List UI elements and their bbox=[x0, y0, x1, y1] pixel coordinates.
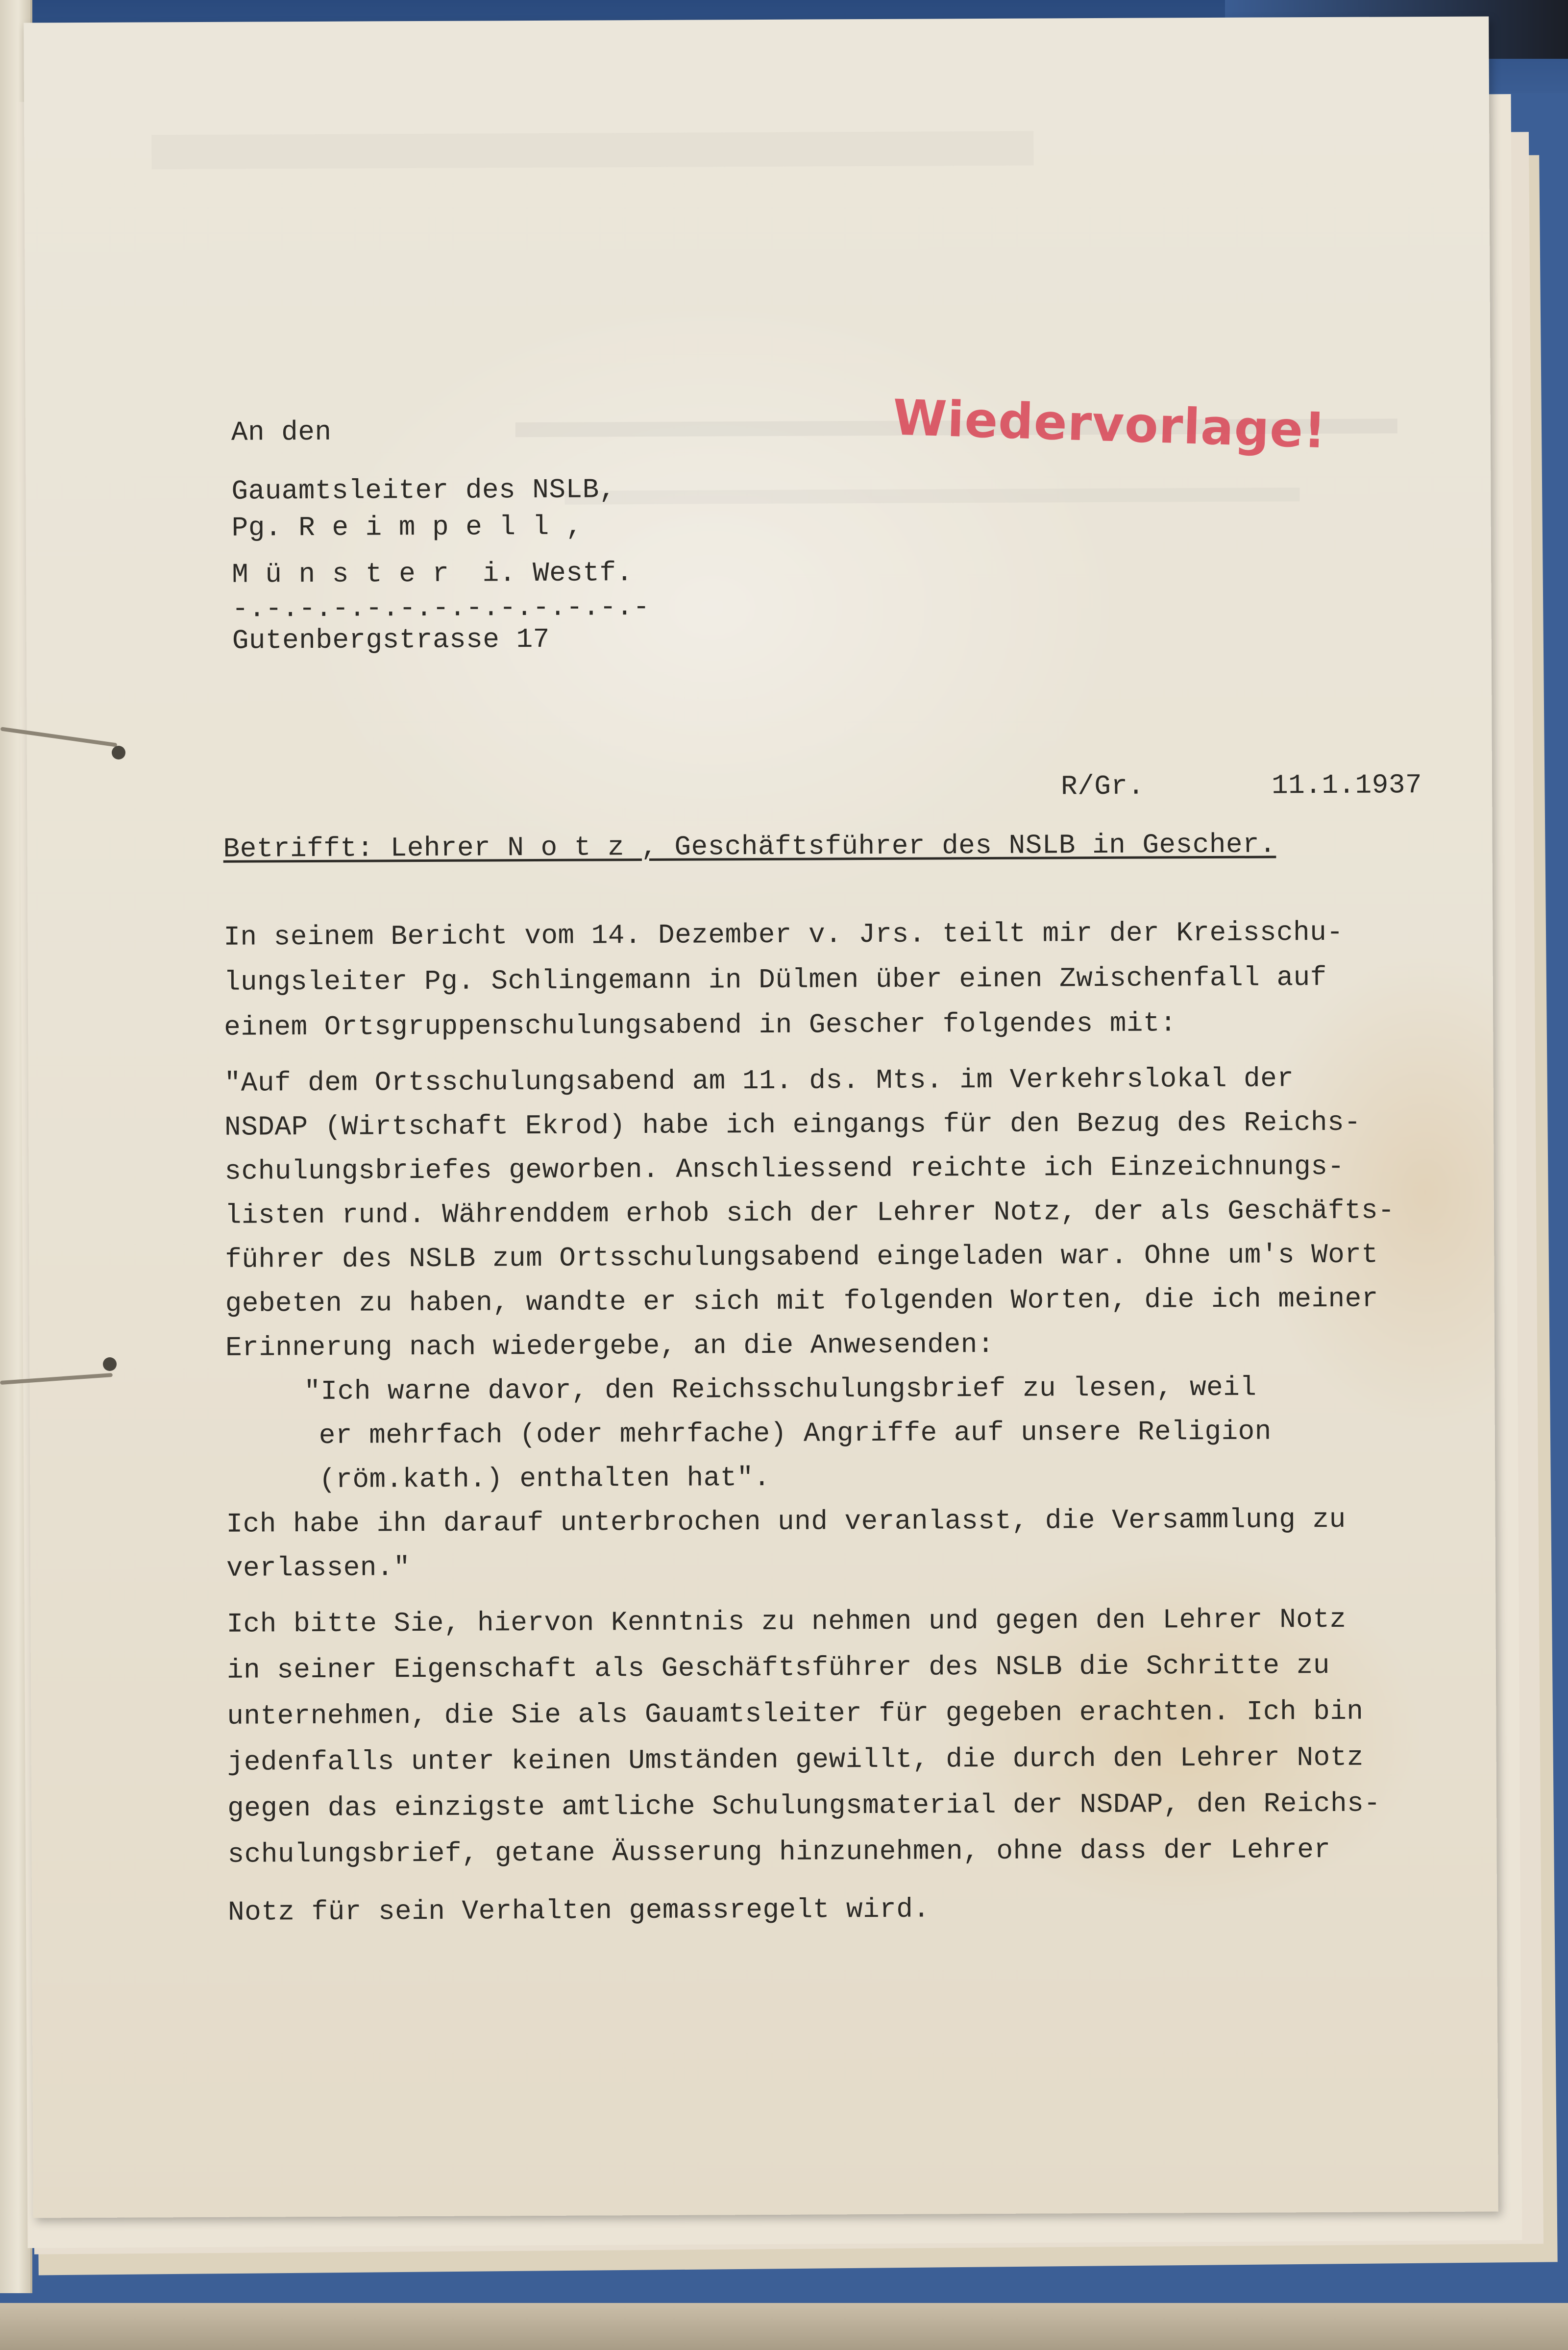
address-line: Gutenbergstrasse 17 bbox=[232, 623, 550, 657]
address-line: M ü n s t e r i. Westf. bbox=[232, 557, 633, 590]
body-line: NSDAP (Wirtschaft Ekrod) habe ich eingangs für den Bezug des Reichs- bbox=[224, 1106, 1361, 1143]
body-line: Notz für sein Verhalten gemassregelt wird. bbox=[227, 1893, 930, 1928]
address-line: Pg. R e i m p e l l , bbox=[231, 511, 583, 544]
body-line: listen rund. Währenddem erhob sich der Lehrer Notz, der als Geschäfts- bbox=[224, 1195, 1395, 1231]
address-line: Gauamtsleiter des NSLB, bbox=[231, 474, 616, 507]
body-line: gegen das einzigste amtliche Schulungsmaterial der NSDAP, den Reichs- bbox=[227, 1787, 1381, 1824]
table-surface bbox=[0, 2303, 1568, 2350]
binding-knot bbox=[103, 1357, 117, 1371]
reference-code: R/Gr. bbox=[1060, 770, 1145, 803]
body-line: führer des NSLB zum Ortsschulungsabend eingeladen war. Ohne um's Wort bbox=[225, 1239, 1378, 1275]
body-line: in seiner Eigenschaft als Geschäftsführer des NSLB die Schritte zu bbox=[226, 1649, 1330, 1686]
body-line: lungsleiter Pg. Schlingemann in Dülmen über einen Zwischenfall auf bbox=[223, 961, 1327, 998]
quoted-line: (röm.kath.) enthalten hat". bbox=[319, 1462, 771, 1495]
binding-knot bbox=[112, 746, 125, 759]
body-line: schulungsbrief, getane Äusserung hinzunehmen, ohne dass der Lehrer bbox=[227, 1834, 1331, 1870]
quoted-line: "Ich warne davor, den Reichsschulungsbrief zu lesen, weil bbox=[304, 1371, 1257, 1408]
letter-date: 11.1.1937 bbox=[1271, 769, 1422, 802]
body-line: Ich habe ihn darauf unterbrochen und veranlasst, die Versammlung zu bbox=[226, 1503, 1346, 1540]
bleed-through-mark bbox=[151, 131, 1033, 170]
body-line: gebeten zu haben, wandte er sich mit folgenden Worten, die ich meiner bbox=[225, 1283, 1379, 1320]
body-line: In seinem Bericht vom 14. Dezember v. Jrs. teilt mir der Kreisschu- bbox=[223, 916, 1344, 953]
letter-page bbox=[24, 16, 1498, 2218]
body-line: verlassen." bbox=[226, 1552, 411, 1584]
body-line: Ich bitte Sie, hiervon Kenntnis zu nehmen und gegen den Lehrer Notz bbox=[226, 1603, 1347, 1640]
body-line: unternehmen, die Sie als Gauamtsleiter für gegeben erachten. Ich bin bbox=[227, 1695, 1364, 1732]
address-separator: -.-.-.-.-.-.-.-.-.-.-.-.- bbox=[232, 591, 650, 625]
quoted-line: er mehrfach (oder mehrfache) Angriffe auf unsere Religion bbox=[318, 1416, 1272, 1451]
body-line: Erinnerung nach wiedergebe, an die Anwesenden: bbox=[225, 1328, 995, 1364]
body-line: einem Ortsgruppenschulungsabend in Gescher folgendes mit: bbox=[224, 1007, 1177, 1043]
body-line: schulungsbriefes geworben. Anschliessend reichte ich Einzeichnungs- bbox=[224, 1151, 1345, 1187]
subject-line: Betrifft: Lehrer N o t z , Geschäftsführer des NSLB in Gescher. bbox=[223, 829, 1276, 865]
bleed-through-mark bbox=[564, 488, 1299, 505]
address-line: An den bbox=[231, 416, 332, 448]
body-line: jedenfalls unter keinen Umständen gewillt, die durch den Lehrer Notz bbox=[227, 1741, 1364, 1778]
resubmission-stamp: Wiedervorlage! bbox=[892, 389, 1327, 460]
body-line: "Auf dem Ortsschulungsabend am 11. ds. Mts. im Verkehrslokal der bbox=[224, 1063, 1294, 1099]
